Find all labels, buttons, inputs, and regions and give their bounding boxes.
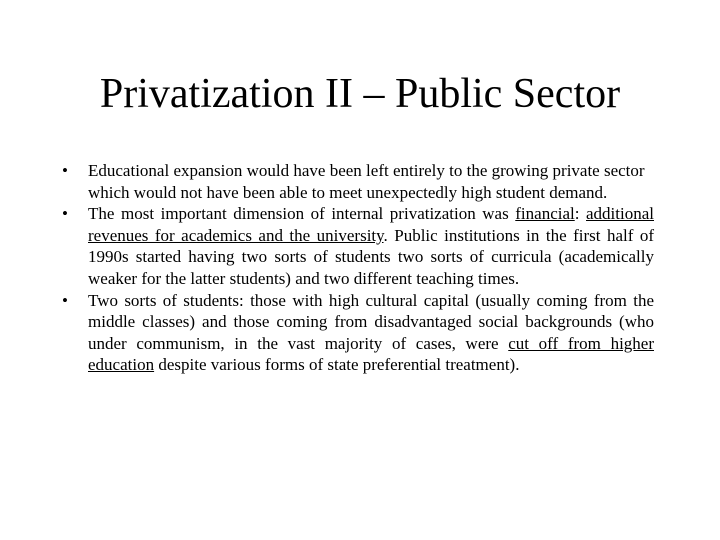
bullet-text: : bbox=[574, 204, 587, 224]
bullet-item-internal-privatization bbox=[58, 203, 654, 289]
underlined-text-revenues: additional revenues for academics and the university bbox=[88, 204, 654, 245]
bullet-item-expansion bbox=[58, 160, 654, 203]
bullet-marker: • bbox=[62, 204, 68, 224]
bullet-text: despite various forms of state preferential treatment). bbox=[154, 355, 520, 375]
bullet-item-two-sorts-of-students bbox=[58, 290, 654, 376]
underlined-text-cut-off: cut off from higher education bbox=[88, 333, 654, 375]
bullet-marker: • bbox=[62, 290, 68, 310]
bullet-text: . Public institutions in the first half of 1990s started having two sorts of students two sorts of curricula (academically weaker for the latter students) and two different teaching times. bbox=[88, 225, 654, 288]
bullet-list bbox=[58, 160, 654, 376]
underlined-text-financial: financial bbox=[515, 204, 575, 224]
slide-title: Privatization II – Public Sector bbox=[99, 71, 621, 117]
bullet-text: Educational expansion would have been left entirely to the growing private sector which would not have been able to meet unexpectedly high student demand. bbox=[88, 161, 645, 202]
bullet-text: Two sorts of students: those with high cultural capital (usually coming from the middle classes) and those coming from disadvantaged social backgrounds (who under communism, in the vast majority of cases, were bbox=[88, 290, 654, 353]
bullet-text: The most important dimension of internal privatization was bbox=[88, 204, 516, 224]
bullet-marker: • bbox=[62, 161, 68, 180]
